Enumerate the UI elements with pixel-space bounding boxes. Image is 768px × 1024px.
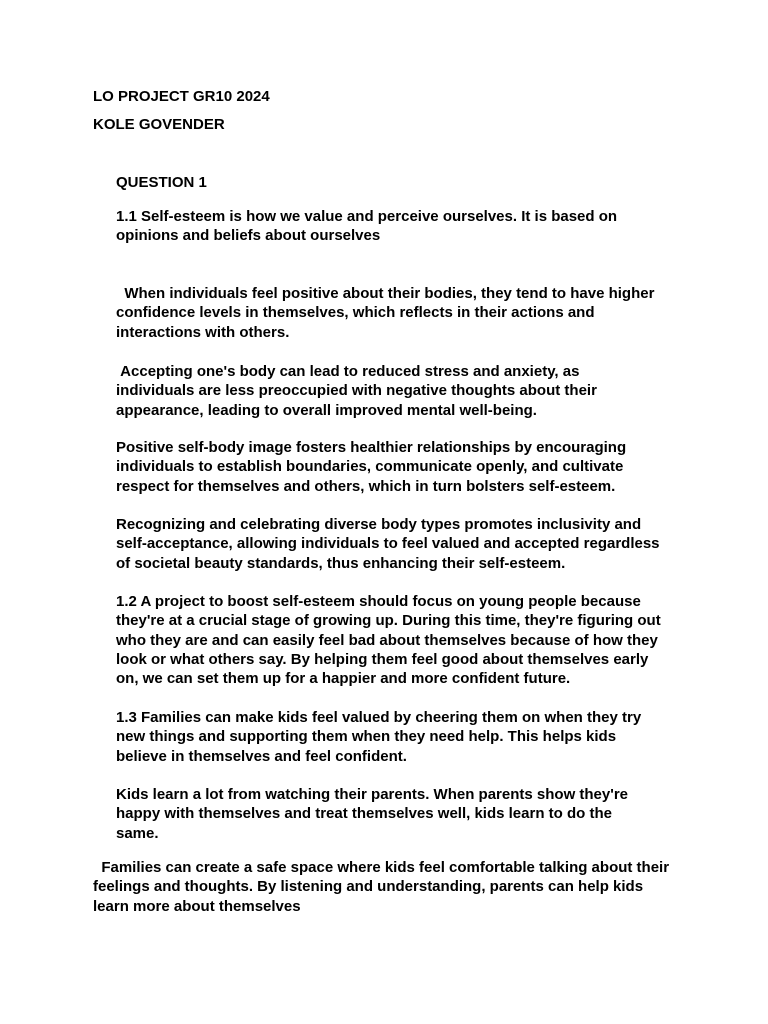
body-confidence-paragraph: When individuals feel positive about their bodies, they tend to have higher confidence levels in themselves, which reflects in their actions and interactions with others. (116, 285, 659, 341)
kids-learn-paragraph: Kids learn a lot from watching their parents. When parents show they're happy with themselves and treat themselves well, kids learn to do the same. (116, 786, 633, 842)
answer-1-2-paragraph: 1.2 A project to boost self-esteem should focus on young people because they're at a crucial stage of growing up. During this time, they're figuring out who they are and can easily feel bad about themselves because of how they look or what others say. By helping them feel good about themselves early on, we can set them up for a happier and more confident future. (116, 593, 665, 688)
families-safe-space-paragraph: Families can create a safe space where kids feel comfortable talking about their feelings and thoughts. By listening and understanding, parents can help kids learn more about themselves (93, 859, 674, 915)
answer-1-3-paragraph: 1.3 Families can make kids feel valued by cheering them on when they try new things and supporting them when they need help. This helps kids believe in themselves and feel confident. (116, 709, 646, 765)
positive-body-image-paragraph: Positive self-body image fosters healthier relationships by encouraging individuals to establish boundaries, communicate openly, and cultivate respect for themselves and others, which in turn bolsters self-esteem. (116, 439, 631, 495)
author-name: KOLE GOVENDER (93, 116, 225, 133)
question-heading: QUESTION 1 (116, 174, 207, 191)
document-title: LO PROJECT GR10 2024 (93, 88, 270, 105)
answer-1-1-paragraph: 1.1 Self-esteem is how we value and perceive ourselves. It is based on opinions and beliefs about ourselves (116, 208, 622, 245)
body-acceptance-paragraph: Accepting one's body can lead to reduced stress and anxiety, as individuals are less preoccupied with negative thoughts about their appearance, leading to overall improved mental well-being. (116, 363, 602, 419)
diverse-body-types-paragraph: Recognizing and celebrating diverse body types promotes inclusivity and self-acceptance, allowing individuals to feel valued and accepted regardless of societal beauty standards, thus enhancing their self-esteem. (116, 516, 664, 572)
